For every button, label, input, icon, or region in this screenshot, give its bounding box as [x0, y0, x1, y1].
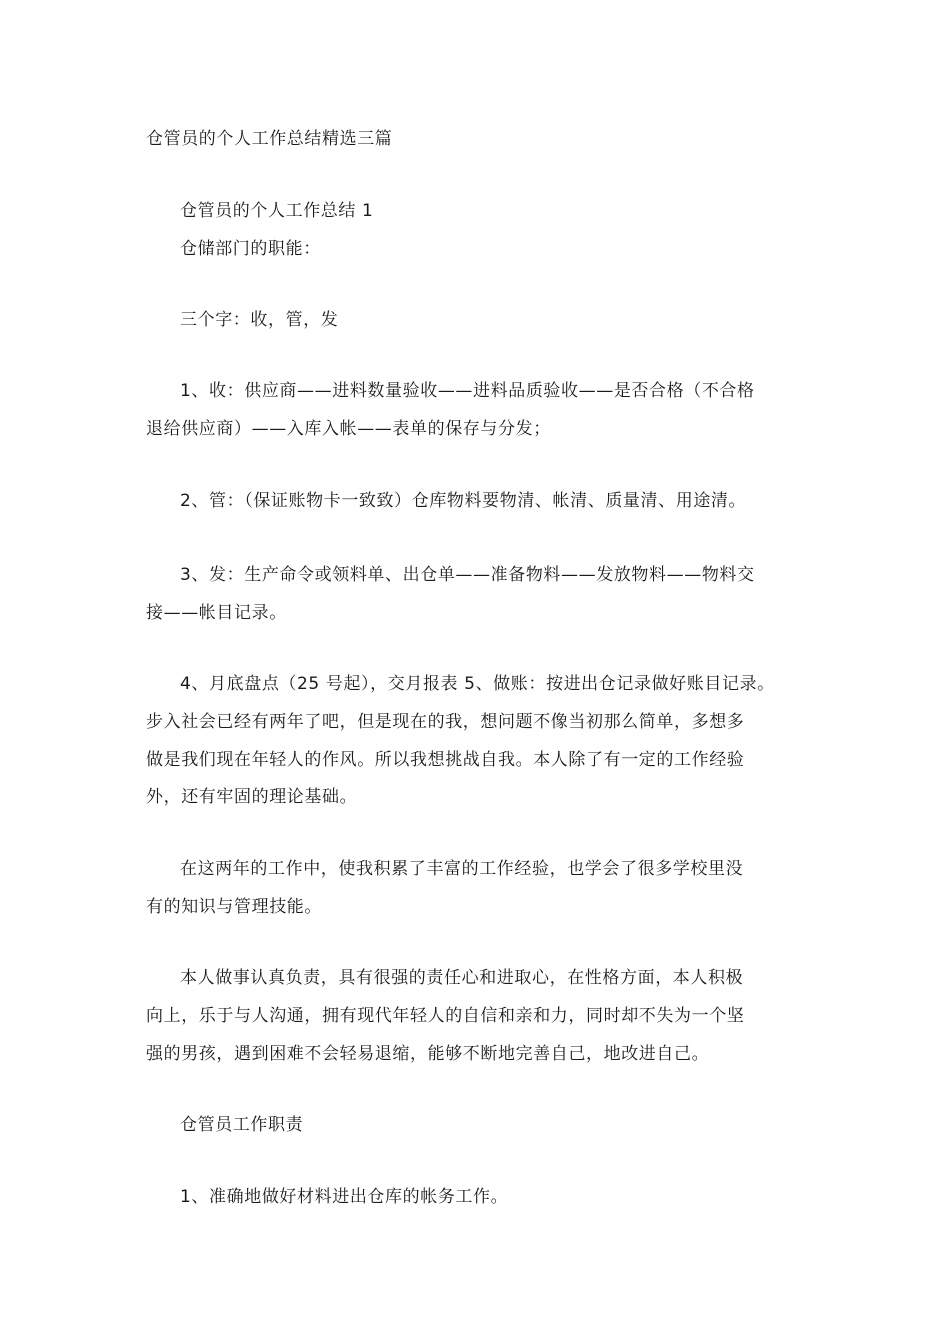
paragraph-line: 退给供应商）——入库入帐——表单的保存与分发；: [146, 419, 551, 439]
paragraph-line: 3、发：生产命令或领料单、出仓单——准备物料——发放物料——物料交: [180, 565, 755, 585]
paragraph-line: 步入社会已经有两年了吧，但是现在的我，想问题不像当初那么简单，多想多: [146, 712, 745, 732]
paragraph-line: 2、管：（保证账物卡一致致）仓库物料要物清、帐清、质量清、用途清。: [180, 491, 747, 511]
paragraph-line: 4、月底盘点（25 号起），交月报表 5、做账：按进出仓记录做好账目记录。: [180, 674, 775, 694]
paragraph-line: 向上，乐于与人沟通，拥有现代年轻人的自信和亲和力，同时却不失为一个坚: [146, 1006, 745, 1026]
paragraph-line: 强的男孩，遇到困难不会轻易退缩，能够不断地完善自己，地改进自己。: [146, 1044, 710, 1064]
paragraph-line: 1、收：供应商——进料数量验收——进料品质验收——是否合格（不合格: [180, 381, 755, 401]
paragraph-line: 仓储部门的职能：: [180, 239, 321, 259]
paragraph-line: 在这两年的工作中，使我积累了丰富的工作经验，也学会了很多学校里没: [180, 859, 744, 879]
document-title: 仓管员的个人工作总结精选三篇: [146, 129, 393, 149]
paragraph-line: 外，还有牢固的理论基础。: [146, 787, 358, 807]
section-heading: 仓管员工作职责: [180, 1115, 304, 1135]
paragraph-line: 有的知识与管理技能。: [146, 897, 322, 917]
paragraph-line: 三个字：收，管，发: [180, 310, 339, 330]
section-heading: 仓管员的个人工作总结 1: [180, 201, 374, 221]
paragraph-line: 接——帐目记录。: [146, 603, 287, 623]
paragraph-line: 做是我们现在年轻人的作风。所以我想挑战自我。本人除了有一定的工作经验: [146, 750, 745, 770]
paragraph-line: 1、准确地做好材料进出仓库的帐务工作。: [180, 1187, 509, 1207]
paragraph-line: 本人做事认真负责，具有很强的责任心和进取心，在性格方面，本人积极: [180, 968, 744, 988]
